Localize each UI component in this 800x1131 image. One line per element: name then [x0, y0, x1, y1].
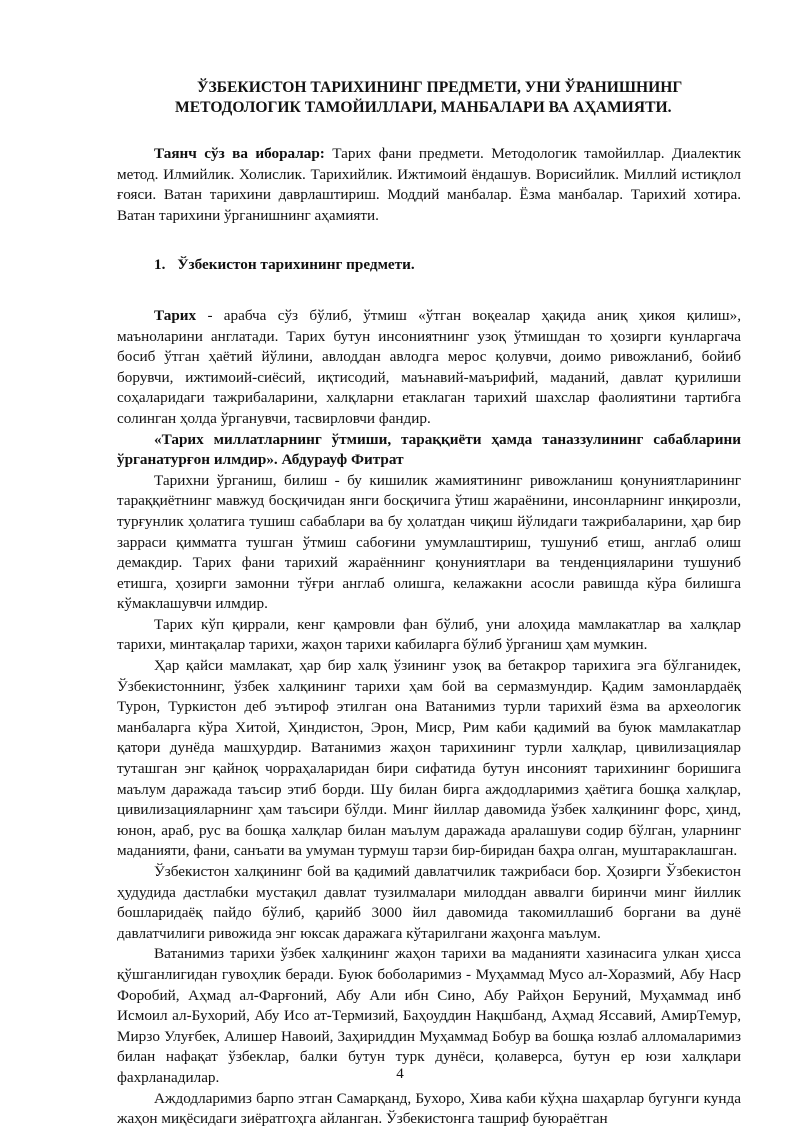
term-tarikh: Тарих: [154, 306, 197, 324]
document-title: [117, 78, 741, 118]
document-page: [117, 66, 741, 1130]
definition-text: - арабча сўз бўлиб, ўтмиш «ўтган воқеалар ҳақида аниқ ҳикоя қилиш», маъноларини англатади. Тарих бутун инсониятнинг узоқ ўтмишдан то ҳозирги кунларгача босиб ўтган ҳаётий йўлини, авлоддан авлодга мерос қолувчи, доимо ривожланиб, бойиб борувчи, ижтимоий-сиёсий, иқтисодий, маънавий-маърифий, маданий, давлат қурилиши соҳаларидаги тажрибаларини, халқларни етаклаган тарихий шахслар фаолиятини тартибга солинган ҳолда ўрганувчи, тасвирловчи фандир.: [117, 306, 741, 427]
paragraph: Ўзбекистон халқининг бой ва қадимий давлатчилик тажрибаси бор. Ҳозирги Ўзбекистон ҳудудида дастлабки мустақил давлат тузилмалари милоддан аввалги биринчи минг йиллик бошларидаёқ пайдо бўлиб, қарийб 3000 йил давомида такомиллашиб боргани ва дунё давлатчилиги ривожида энг юксак даражага кўтарилгани жаҳонга маълум.: [117, 863, 741, 942]
keywords-label: Таянч сўз ва иборалар:: [154, 145, 325, 162]
keywords-text: Тарих фани предмети. Методологик тамойиллар. Диалектик метод. Илмийлик. Холислик. Тарихийлик. Ижтимоий ёндашув. Ворисийлик. Миллий истиқлол ғояси. Ватан тарихини даврлаштириш. Моддий манбалар. Ёзма манбалар. Тарихий хотира. Ватан тарихини ўрганишнинг аҳамияти.: [117, 145, 741, 224]
paragraph: Ҳар қайси мамлакат, ҳар бир халқ ўзининг узоқ ва бетакрор тарихига эга бўлганидек, Ўзбекистоннинг, ўзбек халқининг тарихи ҳам бой ва сермазмундир. Қадим замонлардаёқ Турон, Туркистон деб эътироф этилган она Ватанимиз турли тарихий ёзма ва археологик манбаларга кўра Хитой, Ҳиндистон, Эрон, Миср, Рим каби қадимий ва буюк мамлакатлар қатори дунёда машҳурдир. Ватанимиз жаҳон тарихининг турли халқлар, цивилизациялар туташган энг қайноқ чорраҳаларидан бири сифатида бутун инсоният тарихининг боришига маълум даражада таъсир этиб борди. Шу билан бирга аждодларимиз ҳаётига бошқа халқлар, цивилизацияларнинг ҳам таъсири бўлди. Минг йиллар давомида ўзбек халқининг форс, ҳинд, юнон, араб, рус ва бошқа халқлар билан маълум даражада аралашуви содир бўлган, уларнинг маданияти, фани, санъати ва умуман турмуш тарзи бир-биридан баҳра олган, муштараклашган.: [117, 657, 741, 860]
paragraph: Ватанимиз тарихи ўзбек халқининг жаҳон тарихи ва маданияти хазинасига улкан ҳисса қўшганлигидан гувоҳлик беради. Буюк боболаримиз - Муҳаммад Мусо ал-Хоразмий, Абу Наср Форобий, Аҳмад ал-Фарғоний, Абу Али ибн Сино, Абу Райҳон Беруний, Муҳаммад инб Исмоил ал-Бухорий, Абу Исо ат-Термизий, Баҳоуддин Нақшбанд, Аҳмад Яссавий, АмирТемур, Мирзо Улуғбек, Алишер Навоий, Заҳириддин Муҳаммад Бобур ва бошқа юзлаб алломаларимиз билан нафақат ўзбеклар, балки бутун турк дунёси, қолаверса, бутун ер юзи халқлари фахрланадилар.: [117, 945, 741, 1086]
paragraph: Аждодларимиз барпо этган Самарқанд, Бухоро, Хива каби кўҳна шаҳарлар бугунги кунда жаҳон миқёсидаги зиёратгоҳга айланган. Ўзбекистонга ташриф буюраётган: [117, 1089, 741, 1128]
paragraph-definition: [117, 306, 741, 430]
section-heading: [154, 255, 741, 276]
paragraph: Тарихни ўрганиш, билиш - бу кишилик жамиятининг ривожланиш қонуниятларининг тараққиётнинг мавжуд босқичидан янги босқичига ўтиш жараёнини, инсонларнинг инқирозли, турғунлик ҳолатига тушиш сабаблари ва бу ҳолатдан чиқиш йўлидаги тажрибаларини, ҳар бир зарраси қимматга тушган ўтмиш сабоғини умумлаштириш, тушуниб етиш, англаб олиш демакдир. Тарих фани тарихий жараённинг қонуниятлари ва тенденцияларини тушуниб етишга, ҳозирги замонни тўғри англаб олишга, келажакни асосли равишда кўра билишга кўмаклашувчи илмдир.: [117, 471, 741, 613]
section-number: 1.: [154, 256, 166, 274]
quote-fitrat: «Тарих миллатларнинг ўтмиши, тараққиёти ҳамда таназзулининг сабабларини ўрганатурғон илмдир». Абдурауф Фитрат: [117, 430, 741, 469]
title-line-1: ЎЗБЕКИСТОН ТАРИХИНИНГ ПРЕДМЕТИ, УНИ ЎРАНИШНИНГ: [197, 79, 683, 96]
section-title: Ўзбекистон тарихининг предмети.: [177, 256, 415, 274]
page-number: 4: [396, 1066, 404, 1082]
title-line-2: МЕТОДОЛОГИК ТАМОЙИЛЛАРИ, МАНБАЛАРИ ВА АҲАМИЯТИ.: [175, 99, 672, 116]
paragraph: Тарих кўп қиррали, кенг қамровли фан бўлиб, уни алоҳида мамлакатлар ва халқлар тарихи, минтақалар тарихи, жаҳон тарихи кабиларга бўлиб ўрганиш ҳам мумкин.: [117, 615, 741, 654]
keywords-paragraph: [117, 144, 741, 226]
